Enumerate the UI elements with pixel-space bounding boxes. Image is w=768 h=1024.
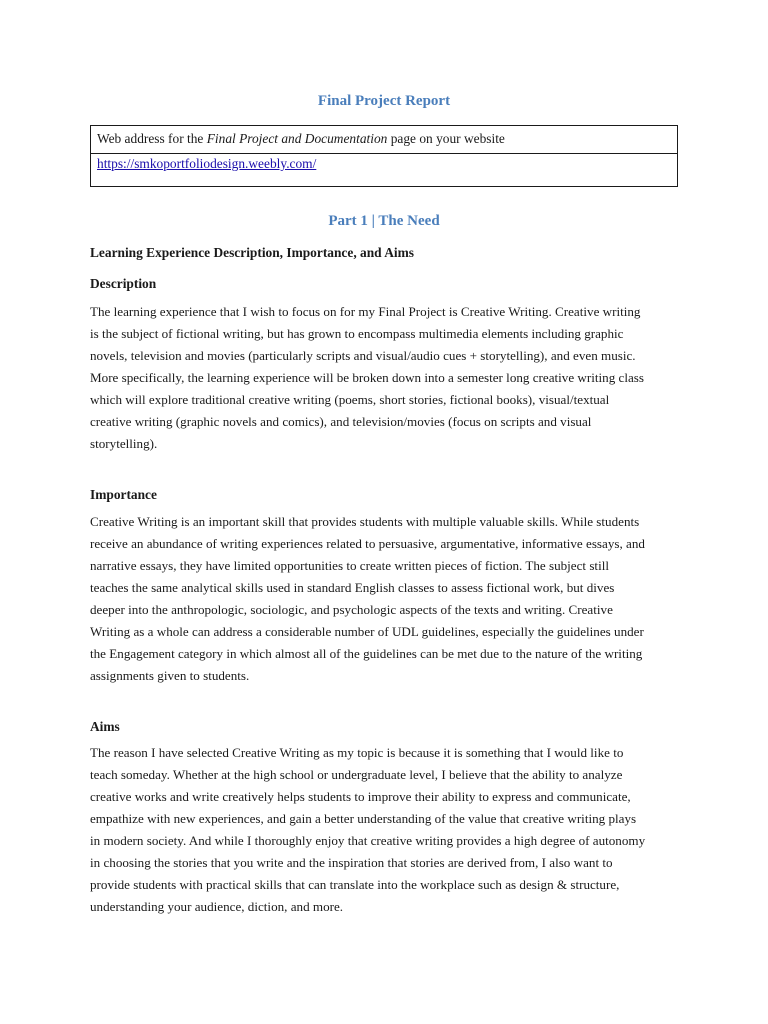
aims-paragraph: [90, 742, 680, 918]
importance-heading: Importance: [90, 487, 157, 502]
paragraph-line: the Engagement category in which almost all of the guidelines can be met due to the nature of the writing: [90, 646, 643, 661]
paragraph-line: Writing as a whole can address a considerable number of UDL guidelines, especially the guidelines under: [90, 624, 644, 639]
description-heading: Description: [90, 276, 157, 291]
paragraph-line: Creative Writing is an important skill that provides students with multiple valuable skills. While students: [90, 514, 640, 529]
paragraph-line: novels, television and movies (particularly scripts and visual/audio cues + storytelling), and even music.: [90, 348, 636, 363]
paragraph-line: creative writing (graphic novels and comics), and television/movies (focus on scripts and visual: [90, 414, 592, 429]
paragraph-line: More specifically, the learning experience will be broken down into a semester long creative writing class: [90, 370, 644, 385]
paragraph-line: provide students with practical skills that can translate into the workplace such as design & structure,: [90, 877, 620, 892]
info-table-row: [91, 154, 678, 187]
paragraph-line: The reason I have selected Creative Writing as my topic is because it is something that I would like to: [90, 745, 624, 760]
aims-heading: Aims: [90, 719, 120, 734]
section-heading: Learning Experience Description, Importance, and Aims: [90, 245, 414, 260]
paragraph-line: receive an abundance of writing experiences related to persuasive, argumentative, informative essays, and: [90, 536, 645, 551]
paragraph-line: deeper into the anthropologic, sociologic, and psychologic aspects of the texts and writing. Creative: [90, 602, 613, 617]
part-heading: Part 1 | The Need: [328, 213, 440, 229]
importance-paragraph: [90, 511, 680, 687]
paragraph-line: teaches the same analytical skills used in standard English classes to assess fictional work, but dives: [90, 580, 615, 595]
info-label-suffix: page on your website: [387, 131, 505, 146]
paragraph-line: empathize with new experiences, and gain a better understanding of the value that creative writing plays: [90, 811, 637, 826]
paragraph-line: in choosing the stories that you write and the inspiration that stories are derived from, I also want to: [90, 855, 613, 870]
info-label-prefix: Web address for the: [97, 131, 207, 146]
paragraph-line: in modern society. And while I thoroughly enjoy that creative writing provides a high degree of autonomy: [90, 833, 646, 848]
website-info-table: [90, 125, 678, 187]
paragraph-line: teach someday. Whether at the high school or undergraduate level, I believe that the ability to analyze: [90, 767, 623, 782]
paragraph-line: is the subject of fictional writing, but has grown to encompass multimedia elements including graphic: [90, 326, 624, 341]
website-link[interactable]: https://smkoportfoliodesign.weebly.com/: [97, 156, 317, 171]
paragraph-line: creative works and write creatively helps students to improve their ability to express and communicate,: [90, 789, 631, 804]
document-title: Final Project Report: [317, 93, 451, 109]
paragraph-line: storytelling).: [90, 436, 158, 451]
info-table-label-cell: [91, 126, 678, 154]
description-paragraph: [90, 301, 680, 455]
paragraph-line: understanding your audience, diction, and more.: [90, 899, 344, 914]
paragraph-line: which will explore traditional creative writing (poems, short stories, fictional books), visual/textual: [90, 392, 610, 407]
info-table-row: [91, 126, 678, 154]
paragraph-line: The learning experience that I wish to focus on for my Final Project is Creative Writing. Creative writing: [90, 304, 641, 319]
info-table-link-cell: [91, 154, 678, 187]
paragraph-line: assignments given to students.: [90, 668, 250, 683]
paragraph-line: narrative essays, they have limited opportunities to create written pieces of fiction. The subject still: [90, 558, 609, 573]
info-label-emphasis: Final Project and Documentation: [206, 131, 388, 146]
